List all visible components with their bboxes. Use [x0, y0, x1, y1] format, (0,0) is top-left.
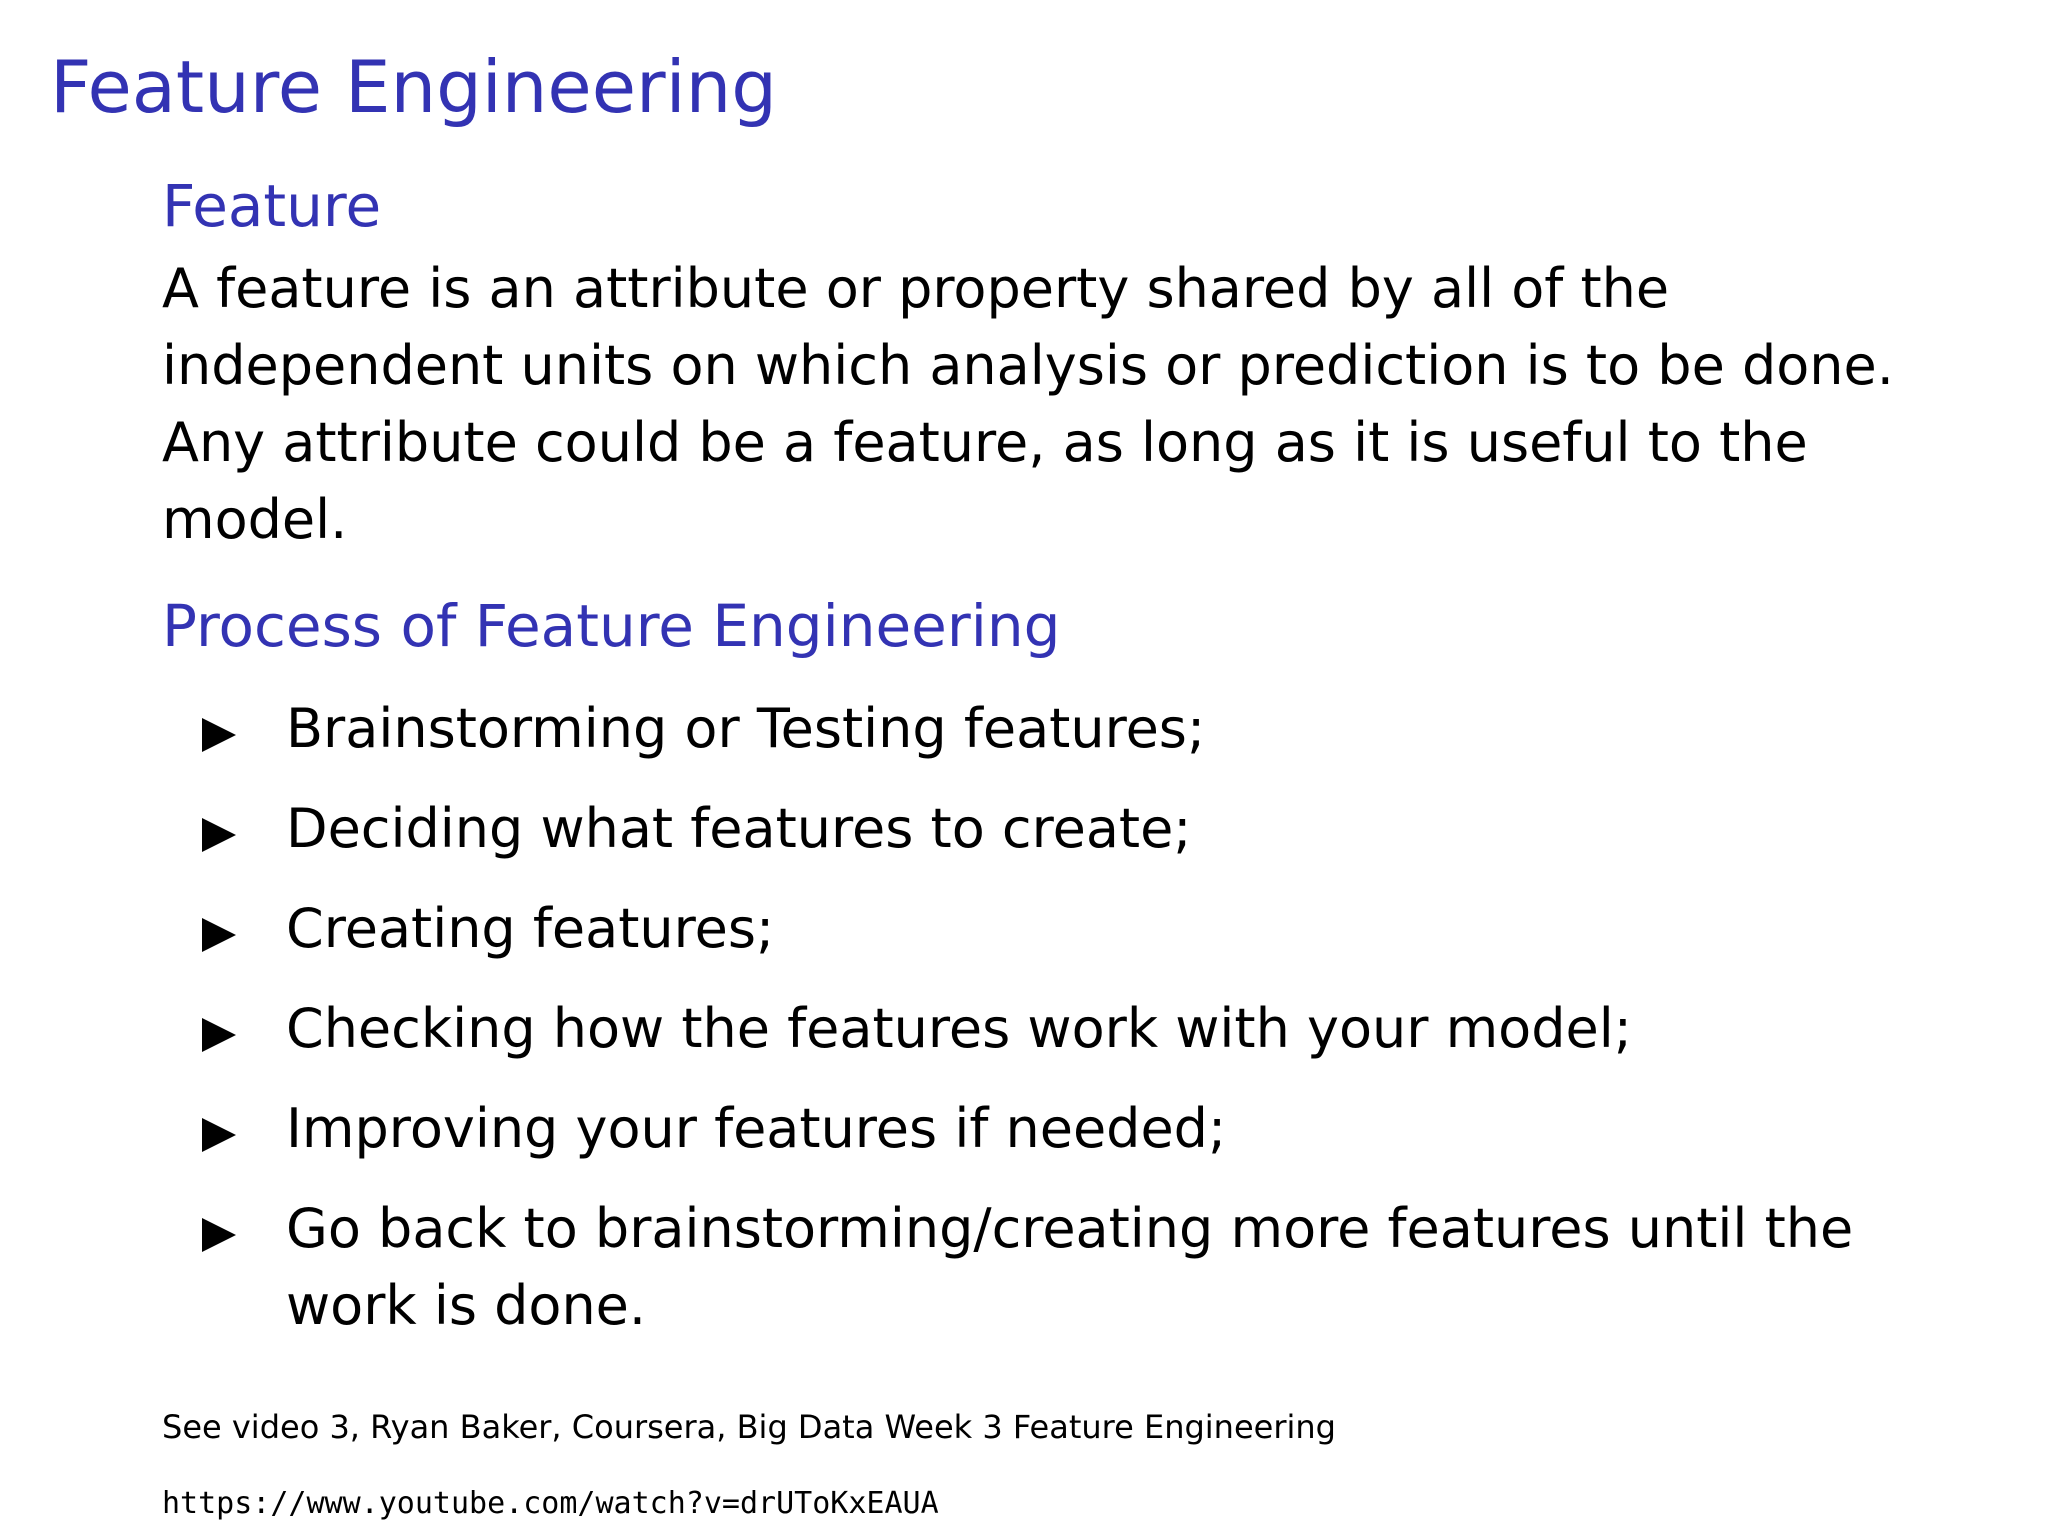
triangle-right-icon [202, 718, 236, 752]
list-item-text: Brainstorming or Testing features; [286, 696, 1206, 760]
triangle-right-icon [202, 1218, 236, 1252]
footnote-text: See video 3, Ryan Baker, Coursera, Big Data Week 3 Feature Engineering [162, 1408, 1336, 1446]
list-item [162, 790, 1922, 867]
process-block [162, 592, 1922, 1367]
triangle-right-icon [202, 1118, 236, 1152]
list-item-text: Creating features; [286, 896, 775, 960]
list-item-text: Deciding what features to create; [286, 796, 1192, 860]
list-item-text: Go back to brainstorming/creating more features until the work is done. [286, 1196, 1854, 1337]
definition-heading: Feature [162, 172, 382, 240]
list-item [162, 1090, 1922, 1167]
definition-body: A feature is an attribute or property shared by all of the independent units on which analysis or prediction is to be done. Any attribute could be a feature, as long as it is useful to the model. [162, 256, 1894, 551]
list-item-text: Improving your features if needed; [286, 1096, 1227, 1160]
process-list [162, 690, 1922, 1344]
triangle-right-icon [202, 918, 236, 952]
triangle-right-icon [202, 818, 236, 852]
list-item-text: Checking how the features work with your model; [286, 996, 1632, 1060]
triangle-right-icon [202, 1018, 236, 1052]
footnote-link[interactable]: https://www.youtube.com/watch?v=drUToKxEAUA [162, 1486, 939, 1521]
list-item [162, 690, 1922, 767]
list-item [162, 990, 1922, 1067]
process-heading: Process of Feature Engineering [162, 592, 1061, 660]
list-item [162, 1190, 1922, 1344]
definition-block [162, 172, 1922, 558]
slide-title: Feature Engineering [50, 45, 777, 129]
list-item [162, 890, 1922, 967]
